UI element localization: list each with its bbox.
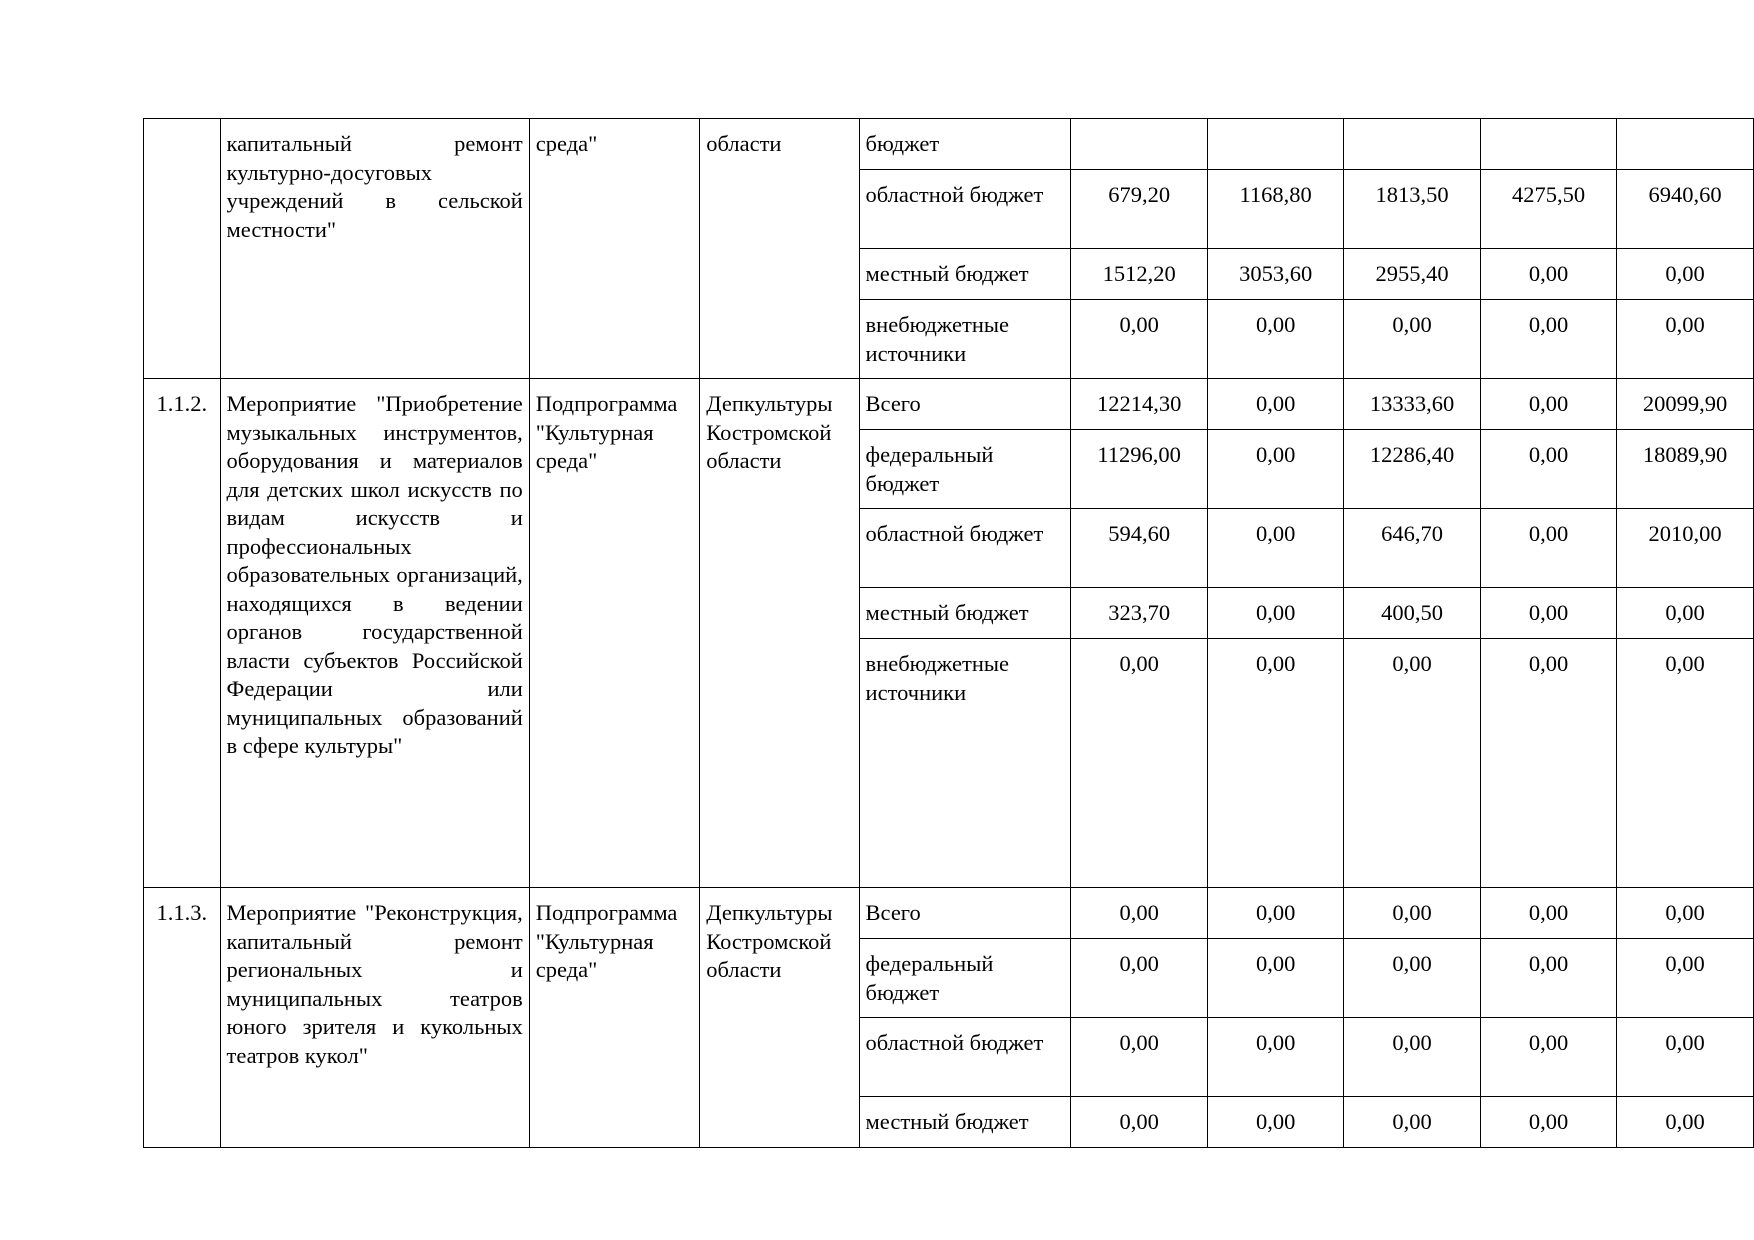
amount-cell: 0,00	[1344, 1097, 1481, 1148]
amount-cell: 0,00	[1207, 888, 1343, 939]
table-row	[144, 119, 1754, 170]
amount-cell: 3053,60	[1207, 249, 1343, 300]
amount-cell: 11296,00	[1071, 430, 1208, 509]
amount-cell: 0,00	[1617, 249, 1754, 300]
amount-cell	[1480, 119, 1616, 170]
amount-cell: 0,00	[1617, 639, 1754, 888]
amount-cell: 0,00	[1207, 379, 1343, 430]
amount-cell: 0,00	[1480, 379, 1616, 430]
amount-cell: 594,60	[1071, 509, 1208, 588]
funding-source: федеральный бюджет	[859, 939, 1071, 1018]
funding-source: федеральный бюджет	[859, 430, 1071, 509]
amount-cell: 12214,30	[1071, 379, 1208, 430]
amount-cell: 1813,50	[1344, 170, 1481, 249]
amount-cell: 0,00	[1617, 1097, 1754, 1148]
funding-source: местный бюджет	[859, 1097, 1071, 1148]
budget-table	[143, 118, 1754, 1148]
table-body	[144, 119, 1754, 1148]
program-name: Подпрограмма "Культурная среда"	[529, 379, 699, 888]
amount-cell: 0,00	[1480, 249, 1616, 300]
amount-cell: 0,00	[1071, 888, 1208, 939]
funding-source: областной бюджет	[859, 509, 1071, 588]
amount-cell: 0,00	[1480, 939, 1616, 1018]
amount-cell: 0,00	[1617, 588, 1754, 639]
amount-cell: 0,00	[1617, 300, 1754, 379]
executor-name: Депкультуры Костромской области	[700, 888, 859, 1148]
measure-description: Мероприятие "Реконструкция, капитальный ремонт региональных и муниципальных театров юного зрителя и кукольных театров кукол"	[220, 888, 529, 1148]
amount-cell: 0,00	[1344, 300, 1481, 379]
row-index: 1.1.3.	[144, 888, 221, 1148]
row-index	[144, 119, 221, 379]
amount-cell: 2955,40	[1344, 249, 1481, 300]
amount-cell: 400,50	[1344, 588, 1481, 639]
amount-cell: 6940,60	[1617, 170, 1754, 249]
amount-cell: 0,00	[1344, 888, 1481, 939]
amount-cell: 0,00	[1207, 939, 1343, 1018]
row-index: 1.1.2.	[144, 379, 221, 888]
amount-cell: 0,00	[1071, 1018, 1208, 1097]
executor-name: Депкультуры Костромской области	[700, 379, 859, 888]
funding-source: областной бюджет	[859, 1018, 1071, 1097]
amount-cell	[1071, 119, 1208, 170]
amount-cell: 0,00	[1617, 1018, 1754, 1097]
amount-cell: 0,00	[1480, 509, 1616, 588]
amount-cell: 0,00	[1207, 588, 1343, 639]
amount-cell: 0,00	[1071, 939, 1208, 1018]
amount-cell: 1512,20	[1071, 249, 1208, 300]
amount-cell: 0,00	[1071, 1097, 1208, 1148]
amount-cell: 0,00	[1480, 1097, 1616, 1148]
amount-cell	[1207, 119, 1343, 170]
amount-cell: 20099,90	[1617, 379, 1754, 430]
amount-cell: 0,00	[1344, 1018, 1481, 1097]
funding-source: внебюджетные источники	[859, 300, 1071, 379]
table-row	[144, 888, 1754, 939]
amount-cell: 646,70	[1344, 509, 1481, 588]
amount-cell: 0,00	[1617, 888, 1754, 939]
program-name: среда"	[529, 119, 699, 379]
amount-cell: 0,00	[1480, 888, 1616, 939]
amount-cell: 0,00	[1071, 639, 1208, 888]
measure-description: Мероприятие "Приобретение музыкальных инструментов, оборудования и материалов для детских школ искусств по видам искусств и профессиональных образовательных организаций, находящихся в ведении органов государственной власти субъектов Российской Федерации или муниципальных образований в сфере культуры"	[220, 379, 529, 888]
measure-description: капитальный ремонт культурно-досуговых учреждений в сельской местности"	[220, 119, 529, 379]
amount-cell	[1344, 119, 1481, 170]
program-name: Подпрограмма "Культурная среда"	[529, 888, 699, 1148]
amount-cell: 0,00	[1480, 639, 1616, 888]
amount-cell: 13333,60	[1344, 379, 1481, 430]
amount-cell: 0,00	[1344, 639, 1481, 888]
amount-cell: 2010,00	[1617, 509, 1754, 588]
funding-source: местный бюджет	[859, 588, 1071, 639]
amount-cell: 0,00	[1617, 939, 1754, 1018]
executor-name: области	[700, 119, 859, 379]
amount-cell: 0,00	[1207, 1097, 1343, 1148]
amount-cell: 0,00	[1207, 1018, 1343, 1097]
amount-cell: 0,00	[1207, 300, 1343, 379]
amount-cell: 0,00	[1480, 588, 1616, 639]
funding-source: внебюджетные источники	[859, 639, 1071, 888]
amount-cell: 1168,80	[1207, 170, 1343, 249]
amount-cell: 18089,90	[1617, 430, 1754, 509]
amount-cell: 0,00	[1480, 300, 1616, 379]
amount-cell	[1617, 119, 1754, 170]
amount-cell: 0,00	[1344, 939, 1481, 1018]
amount-cell: 323,70	[1071, 588, 1208, 639]
funding-source: бюджет	[859, 119, 1071, 170]
funding-source: местный бюджет	[859, 249, 1071, 300]
amount-cell: 0,00	[1071, 300, 1208, 379]
amount-cell: 0,00	[1480, 430, 1616, 509]
amount-cell: 679,20	[1071, 170, 1208, 249]
amount-cell: 0,00	[1480, 1018, 1616, 1097]
amount-cell: 4275,50	[1480, 170, 1616, 249]
amount-cell: 12286,40	[1344, 430, 1481, 509]
amount-cell: 0,00	[1207, 509, 1343, 588]
amount-cell: 0,00	[1207, 430, 1343, 509]
table-row	[144, 379, 1754, 430]
funding-source: Всего	[859, 888, 1071, 939]
funding-source: областной бюджет	[859, 170, 1071, 249]
funding-source: Всего	[859, 379, 1071, 430]
amount-cell: 0,00	[1207, 639, 1343, 888]
